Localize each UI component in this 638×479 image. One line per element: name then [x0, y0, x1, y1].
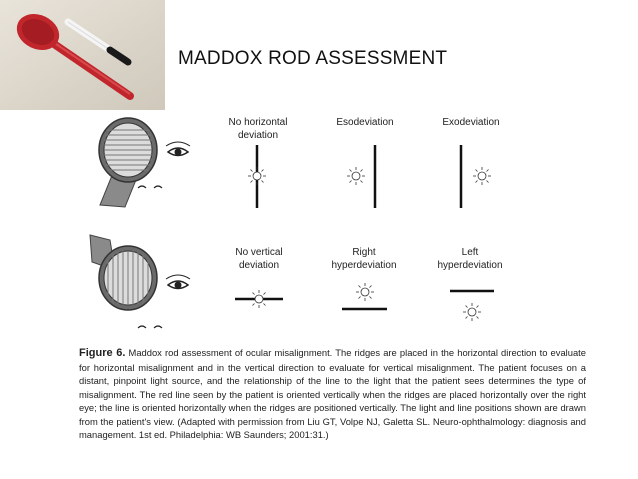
light-source-icon [347, 167, 365, 185]
figure-caption [79, 346, 586, 442]
light-source-icon [473, 167, 491, 185]
brows-icon [138, 186, 162, 188]
no-vertical-deviation-diagram [235, 290, 283, 308]
light-source-icon [356, 283, 374, 301]
right-hyperdeviation-diagram [342, 283, 387, 309]
label-left-hyperdeviation: Left hyperdeviation [437, 247, 503, 271]
slide-title: MADDOX ROD ASSESSMENT [178, 48, 448, 69]
label-esodeviation: Esodeviation [336, 117, 394, 128]
esodeviation-diagram [347, 145, 375, 208]
brows-icon [138, 326, 162, 328]
label-no-vertical-deviation: No vertical deviation [235, 247, 283, 271]
caption-label: Figure 6. [79, 347, 126, 359]
eye-icon [166, 142, 190, 156]
rod-vertical-ridges-icon [90, 235, 157, 310]
maddox-figure [80, 110, 550, 340]
label-exodeviation: Exodeviation [442, 117, 500, 128]
light-source-icon [463, 303, 481, 321]
label-no-horizontal-deviation: No horizontal deviation [228, 117, 288, 141]
rod-horizontal-ridges-icon [99, 118, 157, 207]
no-horizontal-deviation-diagram [248, 145, 266, 208]
figure-illustration [80, 110, 550, 340]
label-right-hyperdeviation: Right hyperdeviation [331, 247, 397, 271]
maddox-rod-photo [0, 0, 165, 110]
left-hyperdeviation-diagram [450, 291, 494, 321]
light-source-icon [248, 167, 266, 185]
caption-text: Maddox rod assessment of ocular misalignment. The ridges are placed in the horizontal direction to evaluate for horizontal misalignment and in the vertical direction to evaluate for vertical misalignment. The patient focuses on a distant, pinpoint light source, and the relationship of the line to the light that the patient sees determines the type of misalignment. The red line seen by the patient is oriented vertically when the ridges are placed horizontally over the right eye; the line is oriented horizontally when the ridges are positioned vertically. The light and line positions shown are drawn from the patient's view. (Adapted with permission from Liu GT, Volpe NJ, Galetta SL. Neuro-ophthalmology: diagnosis and management. 1st ed. Philadelphia: WB Saunders; 2001:31.) [79, 347, 586, 440]
eye-icon [166, 275, 190, 289]
exodeviation-diagram [461, 145, 491, 208]
